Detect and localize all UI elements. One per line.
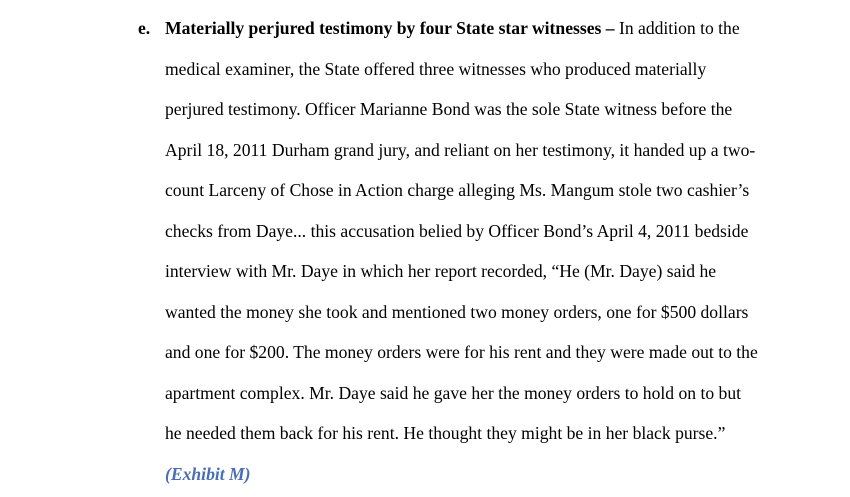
section-marker: e. — [138, 18, 151, 38]
paragraph-line-6: checks from Daye... this accusation belied by Officer Bond’s April 4, 2011 bedside — [165, 221, 749, 241]
paragraph-line-9: and one for $200. The money orders were for his rent and they were made out to the — [165, 342, 758, 362]
paragraph-line-8: wanted the money she took and mentioned two money orders, one for $500 dollars — [165, 302, 749, 322]
paragraph-line-10: apartment complex. Mr. Daye said he gave her the money orders to hold on to but — [165, 383, 742, 403]
paragraph-line-7: interview with Mr. Daye in which her report recorded, “He (Mr. Daye) said he — [165, 261, 717, 281]
exhibit-line — [165, 464, 251, 488]
exhibit-m-link[interactable]: (Exhibit M) — [165, 464, 251, 484]
section-heading: Materially perjured testimony by four State star witnesses – — [165, 18, 615, 38]
paragraph-line-11: he needed them back for his rent. He thought they might be in her black purse.” — [165, 423, 726, 443]
paragraph-line-2: medical examiner, the State offered three witnesses who produced materially — [165, 59, 707, 79]
paragraph-line-3: perjured testimony. Officer Marianne Bond was the sole State witness before the — [165, 99, 733, 119]
paragraph-line-1 — [165, 18, 740, 42]
paragraph-text: In addition to the — [614, 18, 740, 38]
paragraph-line-5: count Larceny of Chose in Action charge alleging Ms. Mangum stole two cashier’s — [165, 180, 750, 200]
paragraph-line-4: April 18, 2011 Durham grand jury, and reliant on her testimony, it handed up a two- — [165, 140, 756, 160]
